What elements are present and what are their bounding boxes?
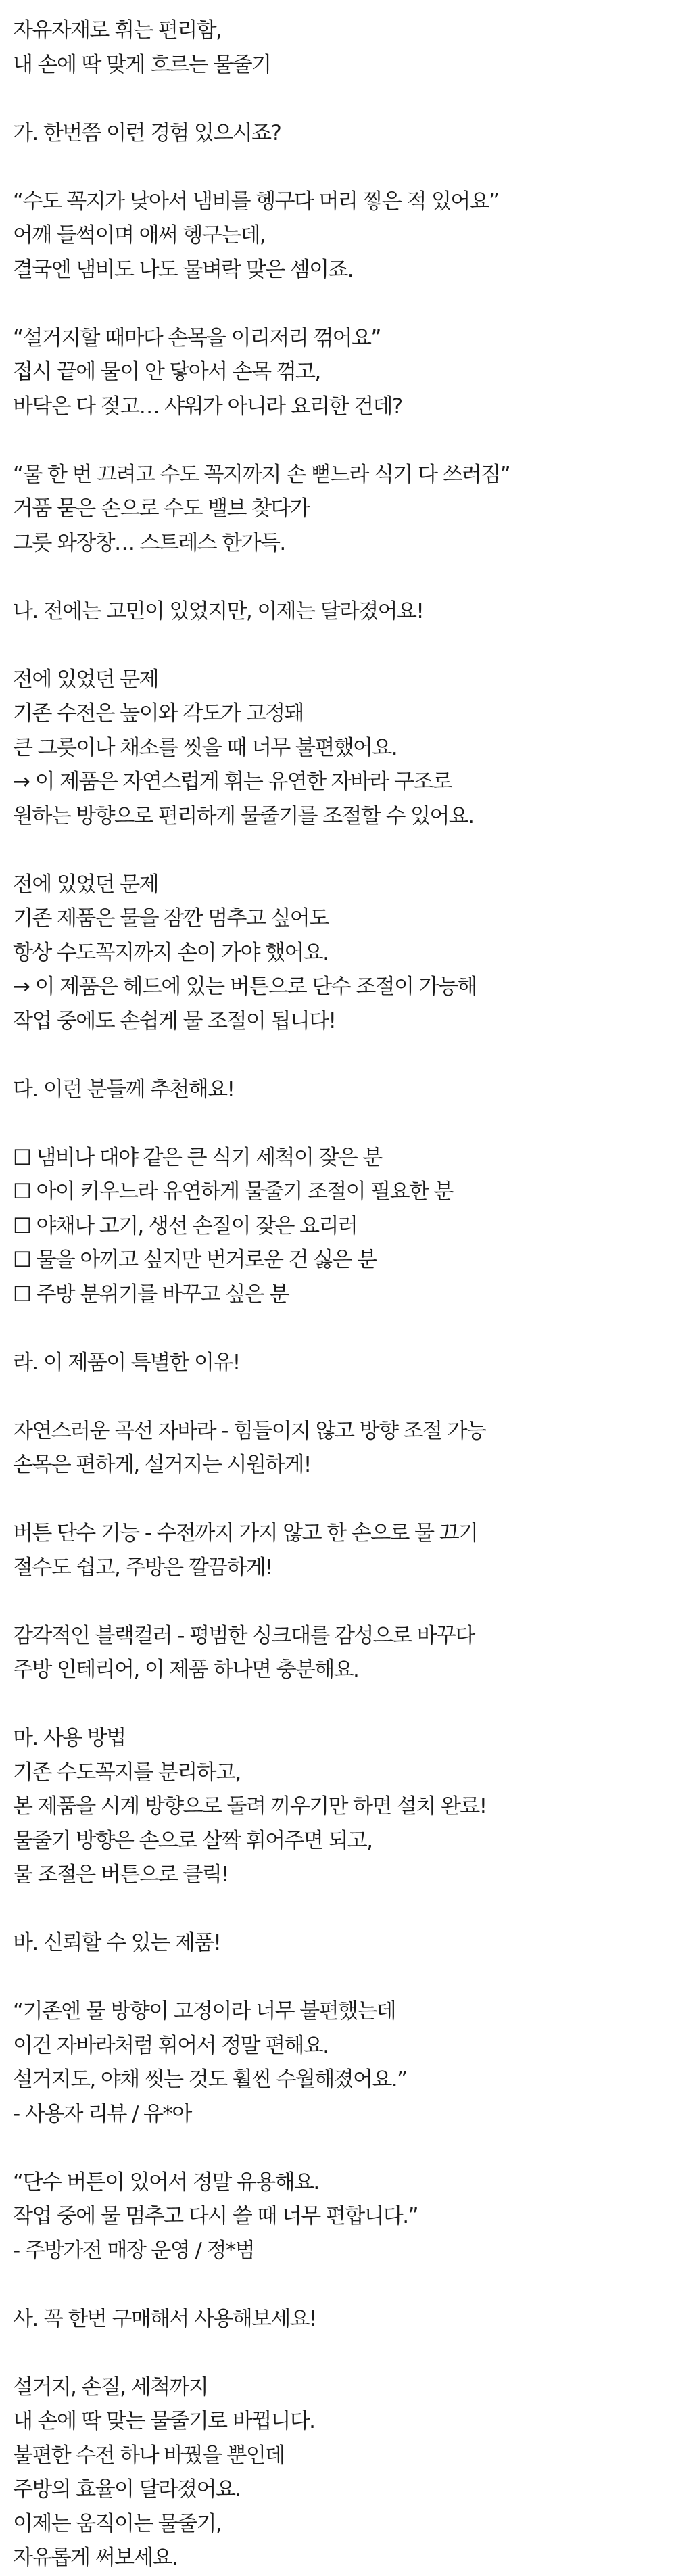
text-line: 나. 전에는 고민이 있었지만, 이제는 달라졌어요! bbox=[13, 599, 424, 624]
paragraph bbox=[13, 868, 669, 1039]
text-line: 이제는 움직이는 물줄기, bbox=[13, 2511, 222, 2536]
text-line: 자연스러운 곡선 자바라 - 힘들이지 않고 방향 조절 가능 bbox=[13, 1418, 486, 1443]
text-line: 절수도 쉽고, 주방은 깔끔하게! bbox=[13, 1555, 272, 1580]
paragraph bbox=[13, 594, 669, 629]
text-line: 자유롭게 써보세요. bbox=[13, 2546, 178, 2570]
text-line: ☐ 야채나 고기, 생선 손질이 잦은 요리러 bbox=[13, 1213, 358, 1238]
paragraph bbox=[13, 14, 669, 82]
text-line: - 사용자 리뷰 / 유*아 bbox=[13, 2101, 191, 2126]
text-line: 마. 사용 방법 bbox=[13, 1726, 126, 1750]
text-line: ☐ 냄비나 대야 같은 큰 식기 세척이 잦은 분 bbox=[13, 1145, 382, 1170]
text-line: 접시 끝에 물이 안 닿아서 손목 꺾고, bbox=[13, 360, 320, 384]
text-line: 불편한 수전 하나 바꿨을 뿐인데 bbox=[13, 2443, 285, 2468]
text-line: 주방 인테리어, 이 제품 하나면 충분해요. bbox=[13, 1658, 359, 1682]
text-line: 설거지, 손질, 세척까지 bbox=[13, 2374, 208, 2399]
text-line: 결국엔 냄비도 나도 물벼락 맞은 셈이죠. bbox=[13, 257, 354, 282]
text-line: 사. 꼭 한번 구매해서 사용해보세요! bbox=[13, 2306, 316, 2331]
text-line: 바. 신뢰할 수 있는 제품! bbox=[13, 1931, 221, 1955]
paragraph bbox=[13, 1346, 669, 1380]
text-line: “수도 꼭지가 낮아서 냄비를 헹구다 머리 찧은 적 있어요” bbox=[13, 189, 499, 214]
paragraph bbox=[13, 1073, 669, 1107]
text-line: 버튼 단수 기능 - 수전까지 가지 않고 한 손으로 물 끄기 bbox=[13, 1521, 478, 1545]
text-line: 전에 있었던 문제 bbox=[13, 667, 158, 692]
text-line: 자유자재로 휘는 편리함, bbox=[13, 18, 222, 43]
text-line: 가. 한번쯤 이런 경험 있으시죠? bbox=[13, 120, 281, 145]
paragraph bbox=[13, 321, 669, 424]
text-line: 어깨 들썩이며 애써 헹구는데, bbox=[13, 223, 266, 248]
text-line: 거품 묻은 손으로 수도 밸브 찾다가 bbox=[13, 496, 310, 521]
paragraph bbox=[13, 1414, 669, 1482]
text-line: 원하는 방향으로 편리하게 물줄기를 조절할 수 있어요. bbox=[13, 803, 474, 828]
text-line: “물 한 번 끄려고 수도 꼭지까지 손 뻗느라 식기 다 쓰러짐” bbox=[13, 462, 510, 487]
paragraph bbox=[13, 1926, 669, 1961]
text-line: ☐ 물을 아끼고 싶지만 번거로운 건 싫은 분 bbox=[13, 1248, 377, 1272]
text-line: 물줄기 방향은 손으로 살짝 휘어주면 되고, bbox=[13, 1828, 372, 1853]
text-line: 기존 수도꼭지를 분리하고, bbox=[13, 1760, 241, 1785]
text-line: 이건 자바라처럼 휘어서 정말 편해요. bbox=[13, 2033, 329, 2058]
text-line: 큰 그릇이나 채소를 씻을 때 너무 불편했어요. bbox=[13, 735, 397, 760]
text-line: 내 손에 딱 맞게 흐르는 물줄기 bbox=[13, 52, 271, 77]
text-line: 본 제품을 시계 방향으로 돌려 끼우기만 하면 설치 완료! bbox=[13, 1794, 487, 1819]
text-line: 작업 중에 물 멈추고 다시 쓸 때 너무 편합니다.” bbox=[13, 2204, 418, 2228]
text-line: 기존 제품은 물을 잠깐 멈추고 싶어도 bbox=[13, 906, 329, 931]
text-line: 바닥은 다 젖고… 샤워가 아니라 요리한 건데? bbox=[13, 394, 402, 419]
paragraph bbox=[13, 1994, 669, 2131]
paragraph bbox=[13, 458, 669, 561]
text-line: - 주방가전 매장 운영 / 정*범 bbox=[13, 2238, 255, 2263]
text-line: 라. 이 제품이 특별한 이유! bbox=[13, 1350, 240, 1375]
paragraph bbox=[13, 2165, 669, 2268]
paragraph bbox=[13, 1721, 669, 1892]
paragraph bbox=[13, 1141, 669, 1312]
text-line: 주방의 효율이 달라졌어요. bbox=[13, 2477, 241, 2502]
document-body bbox=[13, 14, 669, 2575]
text-line: 내 손에 딱 맞는 물줄기로 바뀝니다. bbox=[13, 2409, 315, 2433]
text-line: 물 조절은 버튼으로 클릭! bbox=[13, 1863, 229, 1887]
paragraph bbox=[13, 2302, 669, 2337]
text-line: ☐ 주방 분위기를 바꾸고 싶은 분 bbox=[13, 1282, 289, 1307]
paragraph bbox=[13, 2370, 669, 2575]
paragraph bbox=[13, 1516, 669, 1585]
paragraph bbox=[13, 1619, 669, 1687]
paragraph bbox=[13, 116, 669, 151]
text-line: “기존엔 물 방향이 고정이라 너무 불편했는데 bbox=[13, 1999, 395, 2023]
paragraph bbox=[13, 663, 669, 834]
text-line: “단수 버튼이 있어서 정말 유용해요. bbox=[13, 2170, 319, 2195]
text-line: 다. 이런 분들께 추천해요! bbox=[13, 1077, 235, 1102]
text-line: 감각적인 블랙컬러 - 평범한 싱크대를 감성으로 바꾸다 bbox=[13, 1623, 475, 1648]
text-line: 그릇 와장창… 스트레스 한가득. bbox=[13, 530, 285, 555]
text-line: 항상 수도꼭지까지 손이 가야 했어요. bbox=[13, 940, 329, 965]
text-line: 손목은 편하게, 설거지는 시원하게! bbox=[13, 1453, 311, 1477]
text-line: 작업 중에도 손쉽게 물 조절이 됩니다! bbox=[13, 1008, 336, 1033]
text-line: ☐ 아이 키우느라 유연하게 물줄기 조절이 필요한 분 bbox=[13, 1179, 453, 1204]
text-line: 전에 있었던 문제 bbox=[13, 872, 158, 897]
paragraph bbox=[13, 185, 669, 287]
text-line: → 이 제품은 헤드에 있는 버튼으로 단수 조절이 가능해 bbox=[13, 975, 477, 999]
text-line: 설거지도, 야채 씻는 것도 훨씬 수월해졌어요.” bbox=[13, 2067, 407, 2092]
text-line: 기존 수전은 높이와 각도가 고정돼 bbox=[13, 701, 304, 726]
text-line: → 이 제품은 자연스럽게 휘는 유연한 자바라 구조로 bbox=[13, 770, 452, 794]
text-line: “설거지할 때마다 손목을 이리저리 꺾어요” bbox=[13, 325, 381, 350]
